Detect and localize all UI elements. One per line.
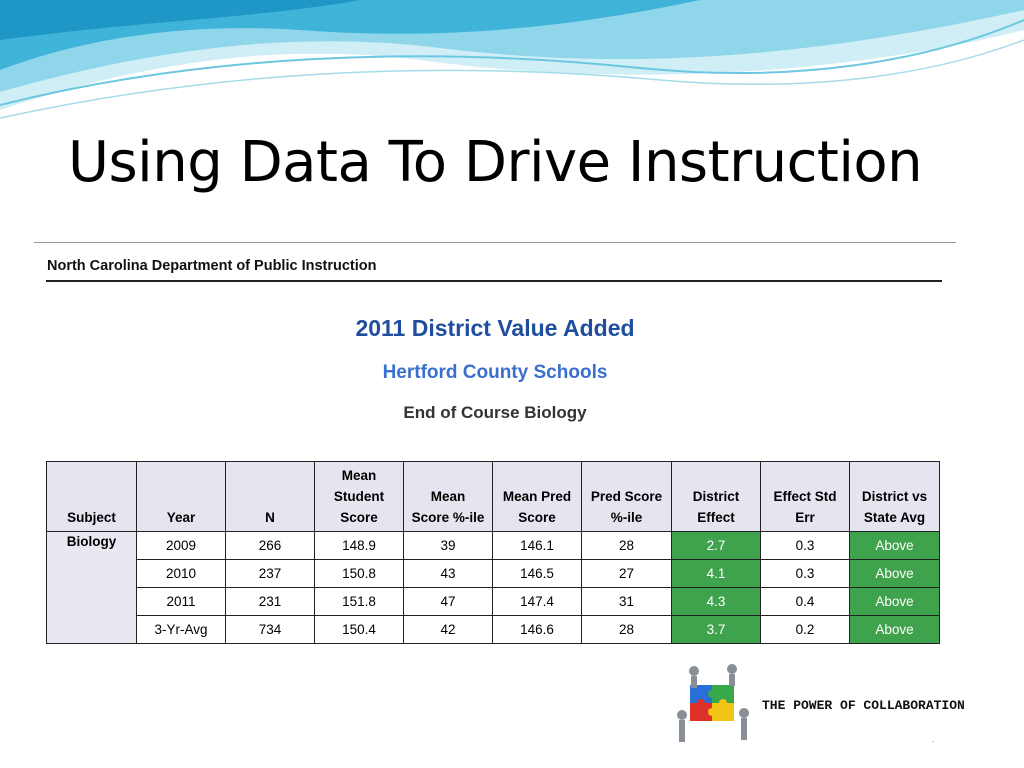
- table-cell: 27: [582, 560, 672, 588]
- table-cell: 150.4: [315, 616, 404, 644]
- table-cell: 146.6: [493, 616, 582, 644]
- column-header: [137, 462, 226, 532]
- table-header-row: [47, 462, 940, 532]
- column-header: [672, 462, 761, 532]
- column-header-line: %-ile: [610, 510, 643, 525]
- table-cell: 2010: [137, 560, 226, 588]
- column-header-line: N: [265, 510, 275, 525]
- table-cell: 2.7: [672, 532, 761, 560]
- table-row: [47, 588, 940, 616]
- table-cell: 39: [404, 532, 493, 560]
- column-header: [404, 462, 493, 532]
- column-header: [47, 462, 137, 532]
- table-cell: 28: [582, 532, 672, 560]
- report-title: 2011 District Value Added: [355, 315, 635, 341]
- column-header-line: Mean Pred: [502, 489, 572, 504]
- table-cell: 3.7: [672, 616, 761, 644]
- column-header-line: Pred Score: [590, 489, 663, 504]
- header-wave-decoration: [0, 0, 1024, 130]
- column-header-line: Score: [518, 510, 556, 525]
- table-cell: 150.8: [315, 560, 404, 588]
- table-cell: 146.5: [493, 560, 582, 588]
- table-cell: 151.8: [315, 588, 404, 616]
- column-header: [493, 462, 582, 532]
- table-cell: 42: [404, 616, 493, 644]
- collaboration-caption: THE POWER OF COLLABORATION: [762, 698, 965, 713]
- course-name: End of Course Biology: [403, 403, 587, 422]
- table-cell: 2011: [137, 588, 226, 616]
- table-cell: 734: [226, 616, 315, 644]
- department-name: North Carolina Department of Public Instruction: [47, 258, 377, 274]
- table-cell: 31: [582, 588, 672, 616]
- slide-title: Using Data To Drive Instruction: [68, 130, 923, 195]
- table-cell: 266: [226, 532, 315, 560]
- report-top-rule: [34, 242, 956, 243]
- table-cell: 4.1: [672, 560, 761, 588]
- table-cell: 28: [582, 616, 672, 644]
- column-header-line: Score: [340, 510, 378, 525]
- table-cell: 4.3: [672, 588, 761, 616]
- value-added-table: [46, 461, 940, 644]
- column-header-line: Effect Std: [773, 489, 837, 504]
- table-cell: 43: [404, 560, 493, 588]
- table-row: [47, 616, 940, 644]
- department-rule: [46, 280, 942, 282]
- column-header-line: District vs: [861, 489, 928, 504]
- column-header-line: Student: [333, 489, 385, 504]
- column-header-line: Score %-ile: [411, 510, 485, 525]
- column-header-line: State Avg: [863, 510, 926, 525]
- table-cell: 3-Yr-Avg: [137, 616, 226, 644]
- table-row: [47, 560, 940, 588]
- table-cell: 2009: [137, 532, 226, 560]
- table-cell: 47: [404, 588, 493, 616]
- table-cell: 0.4: [761, 588, 850, 616]
- column-header-line: Mean: [341, 468, 377, 483]
- collaboration-logo: [664, 655, 1024, 768]
- puzzle-team-icon: [664, 655, 762, 755]
- column-header-line: District: [692, 489, 740, 504]
- column-header-line: Year: [166, 510, 196, 525]
- column-header: [761, 462, 850, 532]
- table-cell: 0.2: [761, 616, 850, 644]
- table-cell: 231: [226, 588, 315, 616]
- column-header: [315, 462, 404, 532]
- table-cell: 147.4: [493, 588, 582, 616]
- table-cell: 237: [226, 560, 315, 588]
- column-header: [226, 462, 315, 532]
- column-header-line: Effect: [697, 510, 735, 525]
- table-cell: 0.3: [761, 532, 850, 560]
- table-cell: 146.1: [493, 532, 582, 560]
- table-cell: Above: [850, 532, 940, 560]
- column-header-line: Subject: [67, 510, 116, 525]
- table-cell: Above: [850, 616, 940, 644]
- logo-mark: .: [932, 735, 935, 744]
- table-cell: Above: [850, 560, 940, 588]
- table-cell: 148.9: [315, 532, 404, 560]
- district-name: Hertford County Schools: [382, 362, 608, 383]
- table-row: [47, 532, 940, 560]
- column-header-line: Mean: [430, 489, 466, 504]
- column-header: [582, 462, 672, 532]
- column-header: [850, 462, 940, 532]
- column-header-line: Err: [795, 510, 815, 525]
- table-cell: 0.3: [761, 560, 850, 588]
- table-cell: Above: [850, 588, 940, 616]
- value-added-report: [34, 242, 956, 650]
- subject-cell: Biology: [47, 532, 137, 644]
